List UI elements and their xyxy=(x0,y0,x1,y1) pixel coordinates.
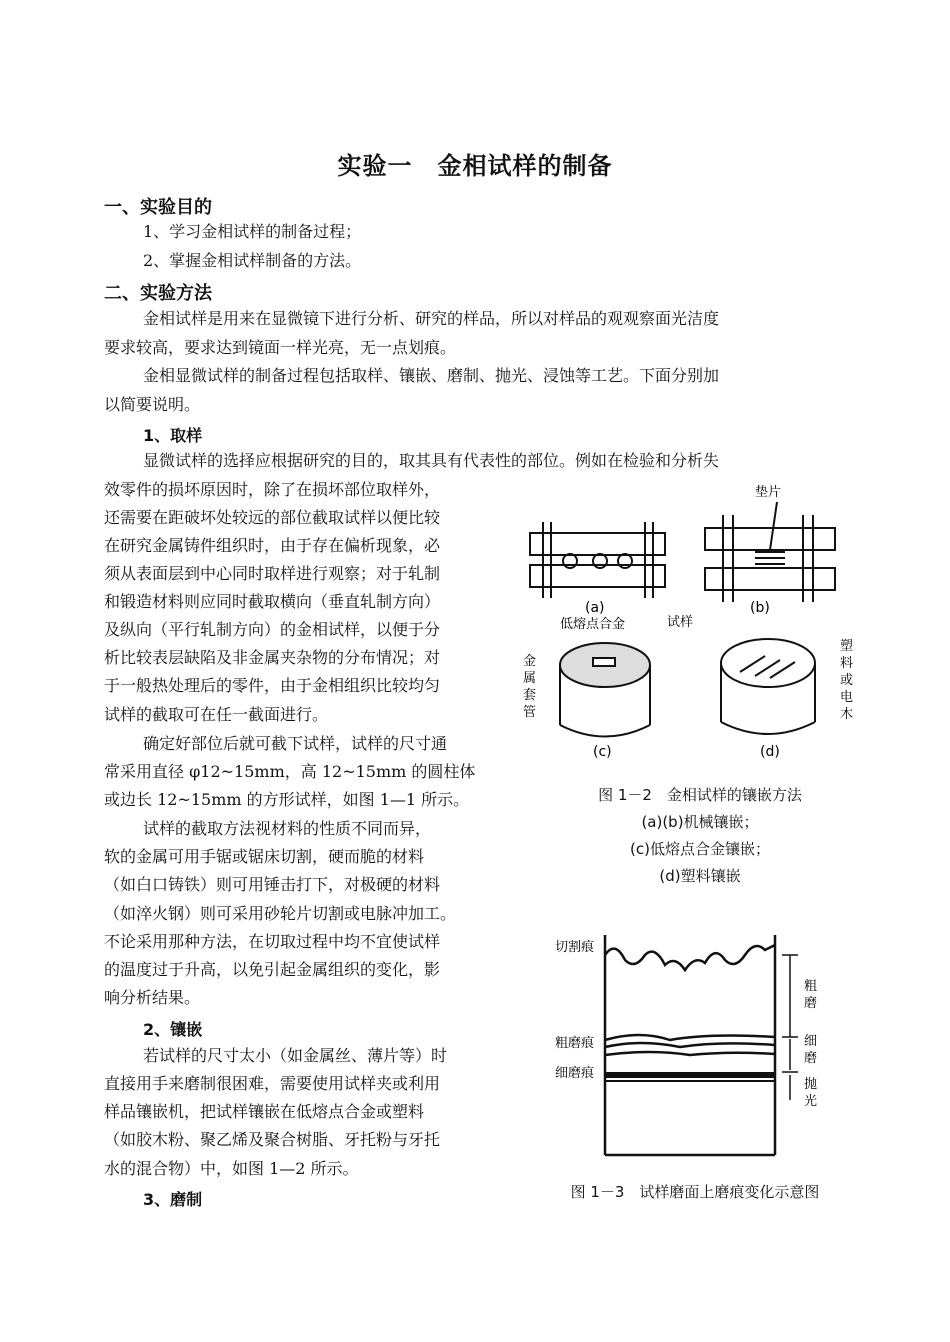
polish-band xyxy=(605,1080,775,1082)
subheading-mounting: 2、镶嵌 xyxy=(143,1020,203,1039)
paragraph-line: 在研究金属铸件组织时，由于存在偏析现象，必 xyxy=(104,536,441,555)
figure-2-caption-c: (c)低熔点合金镶嵌； xyxy=(630,840,770,858)
fig-label-d: (d) xyxy=(760,744,780,760)
paragraph-line: 响分析结果。 xyxy=(104,988,201,1007)
mount-diagram-c xyxy=(560,643,650,737)
fig-label-plastic: 塑料或电木 xyxy=(840,639,854,722)
clamp-diagram-a xyxy=(530,522,665,598)
paragraph-line: 以简要说明。 xyxy=(104,395,201,414)
paragraph-line: 析比较表层缺陷及非金属夹杂物的分布情况；对 xyxy=(104,648,441,667)
paragraph-line: 金相显微试样的制备过程包括取样、镶嵌、磨制、抛光、浸蚀等工艺。下面分别加 xyxy=(143,366,720,385)
label-fine-grind: 细磨 xyxy=(804,1034,818,1066)
fig-label-alloy: 低熔点合金 xyxy=(560,617,626,632)
paragraph-line: 及纵向（平行轧制方向）的金相试样，以便于分 xyxy=(104,620,441,639)
figure-2-caption-a-b: (a)(b)机械镶嵌； xyxy=(641,813,759,831)
figure-grinding-marks xyxy=(550,925,850,1165)
paragraph-line: 或边长 12~15mm 的方形试样，如图 1—1 所示。 xyxy=(104,790,470,809)
paragraph-line: 效零件的损坏原因时，除了在损坏部位取样外， xyxy=(104,480,441,499)
label-polish: 抛光 xyxy=(804,1077,818,1109)
label-rough-grind: 粗磨 xyxy=(804,979,818,1011)
paragraph-line: 于一般热处理后的零件，由于金相组织比较均匀 xyxy=(104,676,441,695)
subheading-sampling: 1、取样 xyxy=(143,426,203,445)
label-fine-marks: 细磨痕 xyxy=(555,1066,595,1081)
label-cut-marks: 切割痕 xyxy=(555,940,595,955)
paragraph-line: 金相试样是用来在显微镜下进行分析、研究的样品，所以对样品的观观察面光洁度 xyxy=(143,309,720,328)
subheading-grinding: 3、磨制 xyxy=(143,1190,203,1209)
paragraph-line: 试样的截取方法视材料的性质不同而异， xyxy=(143,819,432,838)
page-title: 实验一 金相试样的制备 xyxy=(337,152,613,180)
paragraph-line: 样品镶嵌机，把试样镶嵌在低熔点合金或塑料 xyxy=(104,1102,425,1121)
paragraph-line: 水的混合物）中，如图 1—2 所示。 xyxy=(104,1159,359,1178)
clamp-diagram-b xyxy=(705,502,835,602)
paragraph-line: 要求较高，要求达到镜面一样光亮，无一点划痕。 xyxy=(104,338,457,357)
paragraph-line: 显微试样的选择应根据研究的目的，取其具有代表性的部位。例如在检验和分析失 xyxy=(143,451,720,470)
paragraph-line: 须从表面层到中心同时取样进行观察；对于轧制 xyxy=(104,564,441,583)
fig-label-sleeve: 金属套管 xyxy=(523,654,537,720)
purpose-item-2: 2、掌握金相试样制备的方法。 xyxy=(143,251,362,270)
paragraph-line: （如胶木粉、聚乙烯及聚合树脂、牙托粉与牙托 xyxy=(104,1130,441,1149)
specimen-outline xyxy=(605,935,775,1155)
paragraph-line: 和锻造材料则应同时截取横向（垂直轧制方向） xyxy=(104,592,441,611)
paragraph-line: 不论采用那种方法，在切取过程中均不宜使试样 xyxy=(104,932,441,951)
fig-label-sample: 试样 xyxy=(667,615,694,630)
figure-2-caption: 图 1－2 金相试样的镶嵌方法 xyxy=(598,786,802,804)
purpose-item-1: 1、学习金相试样的制备过程； xyxy=(143,222,362,241)
fig-label-a: (a) xyxy=(585,600,605,616)
paragraph-line: 试样的截取可在任一截面进行。 xyxy=(104,705,329,724)
paragraph-line: 的温度过于升高，以免引起金属组织的变化，影 xyxy=(104,960,441,979)
paragraph-line: 还需要在距破坏处较远的部位截取试样以便比较 xyxy=(104,508,441,527)
paragraph-line: （如淬火钢）则可采用砂轮片切割或电脉冲加工。 xyxy=(104,904,457,923)
paragraph-line: （如白口铸铁）则可用锤击打下，对极硬的材料 xyxy=(104,875,441,894)
fig-label-c: (c) xyxy=(593,744,612,760)
paragraph-line: 确定好部位后就可截下试样，试样的尺寸通 xyxy=(143,734,448,753)
section-heading-purpose: 一、实验目的 xyxy=(104,197,212,218)
figure-3-caption: 图 1－3 试样磨面上磨痕变化示意图 xyxy=(570,1183,820,1201)
section-heading-method: 二、实验方法 xyxy=(104,283,212,304)
label-coarse-marks: 粗磨痕 xyxy=(555,1036,595,1051)
mount-diagram-d xyxy=(721,639,815,734)
paragraph-line: 直接用手来磨制很困难，需要使用试样夹或利用 xyxy=(104,1074,441,1093)
paragraph-line: 若试样的尺寸太小（如金属丝、薄片等）时 xyxy=(143,1046,448,1065)
figure-mounting-methods xyxy=(515,480,860,770)
paragraph-line: 常采用直径 φ12~15mm，高 12~15mm 的圆柱体 xyxy=(104,762,476,781)
fine-grind-band xyxy=(605,1072,775,1078)
figure-2-caption-d: (d)塑料镶嵌 xyxy=(659,867,741,885)
fig-label-pad: 垫片 xyxy=(755,485,782,500)
dimension-arrows xyxy=(782,955,798,1100)
fig-label-b: (b) xyxy=(750,600,770,616)
paragraph-line: 软的金属可用手锯或锯床切割，硬而脆的材料 xyxy=(104,847,425,866)
